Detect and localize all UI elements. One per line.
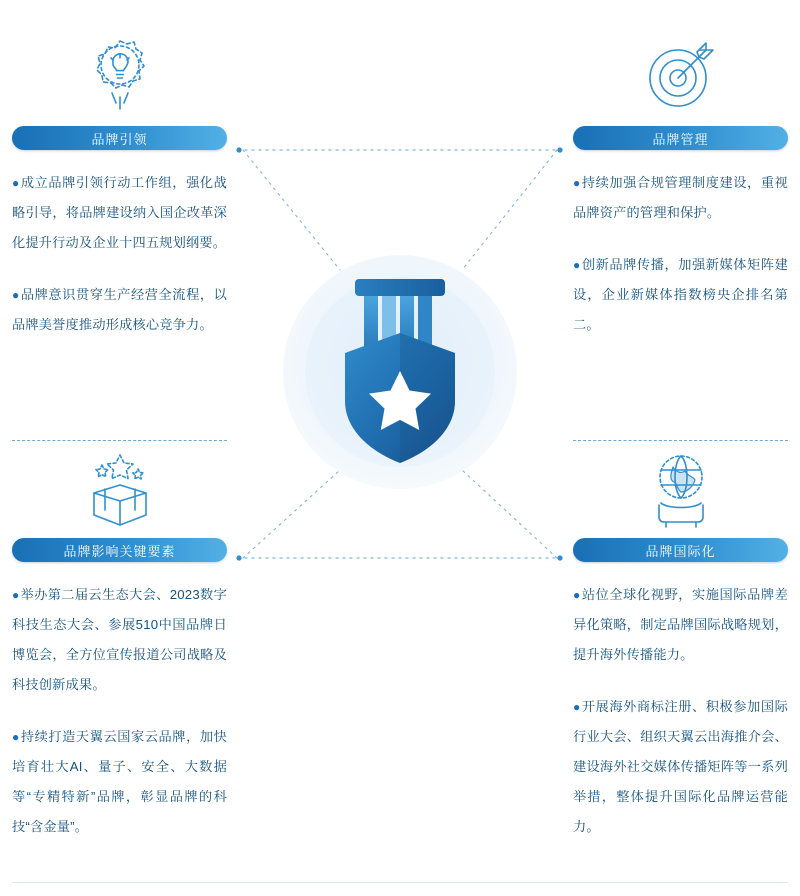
bullet-text: 品牌意识贯穿生产经营全流程，以品牌美誉度推动形成核心竞争力。 [12, 287, 228, 332]
list-item [12, 168, 227, 258]
globe-in-hand-icon [573, 440, 788, 538]
bullet-list [12, 168, 227, 340]
bullet-dot: ● [12, 176, 20, 190]
quadrant-card-brand-management [573, 28, 788, 340]
list-item [573, 692, 788, 842]
bullet-dot: ● [573, 588, 581, 602]
list-item [573, 580, 788, 670]
gear-lightbulb-icon [12, 28, 227, 126]
quadrant-label-brand-influence-factors: 品牌影响关键要素 [12, 538, 227, 562]
bullet-dot: ● [12, 288, 20, 302]
list-item [12, 280, 227, 340]
bullet-dot: ● [12, 730, 20, 744]
quadrant-card-brand-leadership [12, 28, 227, 340]
quadrant-label-brand-leadership: 品牌引领 [12, 126, 227, 150]
list-item [573, 168, 788, 228]
medal-icon [333, 273, 467, 469]
bullet-text: 举办第二届云生态大会、2023数字科技生态大会、参展510中国品牌日博览会，全方位宣传报道公司战略及科技创新成果。 [12, 587, 227, 692]
bullet-text: 站位全球化视野，实施国际品牌差异化策略，制定品牌国际战略规划，提升海外传播能力。 [573, 587, 789, 662]
list-item [573, 250, 788, 340]
bullet-dot: ● [573, 700, 581, 714]
list-item [12, 580, 227, 700]
bullet-text: 创新品牌传播，加强新媒体矩阵建设，企业新媒体指数榜央企排名第二。 [573, 257, 789, 332]
bullet-list [573, 580, 788, 842]
bullet-text: 持续打造天翼云国家云品牌，加快培育壮大AI、量子、安全、大数据等“专精特新”品牌，彰显品牌的科技“含金量”。 [12, 729, 228, 834]
open-box-stars-icon [12, 440, 227, 538]
page-bottom-rule [12, 882, 788, 883]
bullet-list [12, 580, 227, 842]
center-hub [283, 255, 517, 489]
quadrant-label-brand-internationalization: 品牌国际化 [573, 538, 788, 562]
target-dart-icon [573, 28, 788, 126]
bullet-text: 开展海外商标注册、积极参加国际行业大会、组织天翼云出海推介会、建设海外社交媒体传播矩阵等一系列举措，整体提升国际化品牌运营能力。 [573, 699, 789, 834]
quadrant-card-brand-influence-factors [12, 440, 227, 842]
bullet-dot: ● [573, 176, 581, 190]
bullet-text: 持续加强合规管理制度建设，重视品牌资产的管理和保护。 [573, 175, 789, 220]
bullet-dot: ● [12, 588, 20, 602]
bullet-dot: ● [573, 258, 581, 272]
quadrant-card-brand-internationalization [573, 440, 788, 842]
quadrant-label-brand-management: 品牌管理 [573, 126, 788, 150]
bullet-text: 成立品牌引领行动工作组，强化战略引导，将品牌建设纳入国企改革深化提升行动及企业十四五规划纲要。 [12, 175, 228, 250]
bullet-list [573, 168, 788, 340]
list-item [12, 722, 227, 842]
